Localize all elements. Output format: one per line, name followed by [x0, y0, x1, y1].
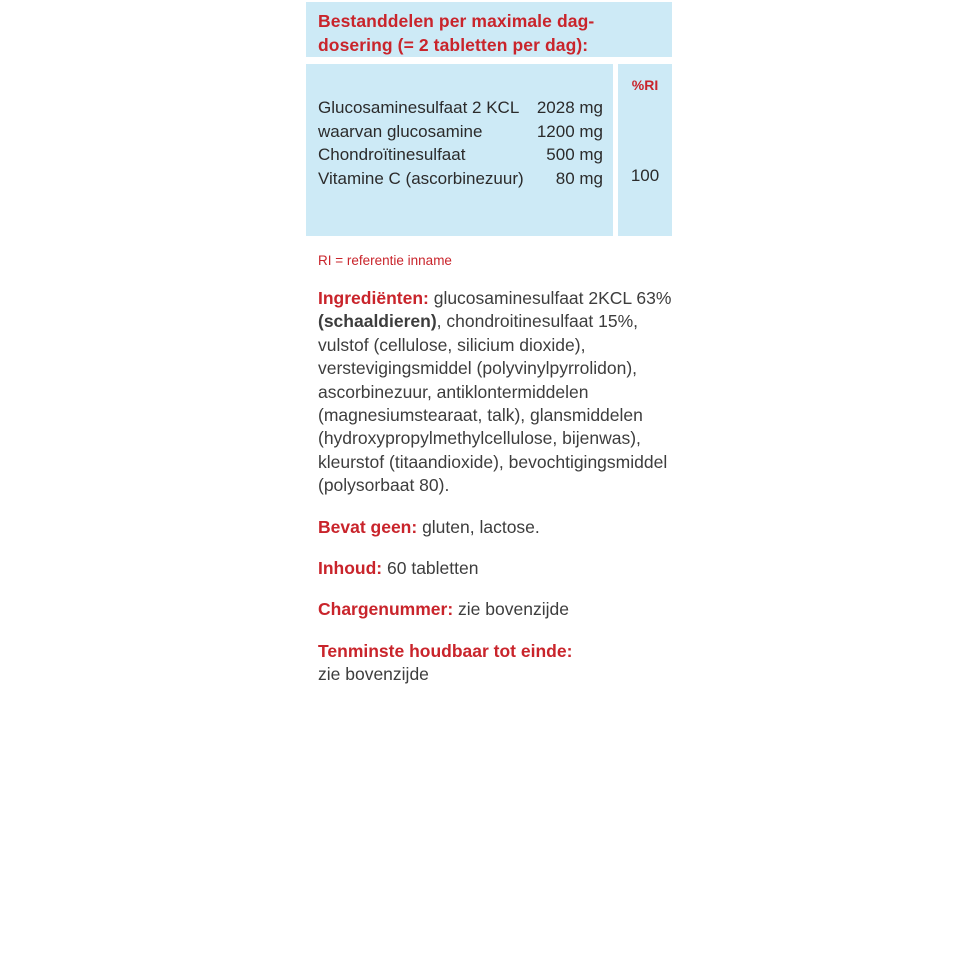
ingredient-name: waarvan glucosamine — [318, 121, 483, 141]
table-row — [318, 96, 603, 120]
ingredient-amount: 500 mg — [546, 145, 603, 164]
batch-paragraph — [318, 598, 678, 621]
expiry-label: Tenminste houdbaar tot einde: — [318, 640, 573, 661]
table-row — [318, 120, 603, 144]
content-label: Inhoud: — [318, 558, 383, 579]
ingredient-amount: 1200 mg — [536, 121, 603, 141]
ingredients-text-1: glucosaminesulfaat 2KCL 63% — [428, 288, 672, 308]
label-body-text — [318, 287, 678, 687]
table-row — [318, 167, 603, 191]
content-value: 60 tabletten — [382, 558, 479, 579]
batch-value: zie bovenzijde — [453, 599, 569, 620]
ingredient-name: Vitamine C (ascorbinezuur) — [318, 168, 524, 188]
expiry-value: zie bovenzijde — [318, 664, 429, 685]
table-row — [318, 143, 603, 167]
ri-footnote: RI = referentie inname — [318, 253, 452, 268]
supplement-label — [306, 2, 674, 687]
ingredient-name: Chondroïtinesulfaat — [318, 145, 466, 164]
ri-column-header: %RI — [631, 77, 659, 93]
composition-table — [306, 64, 672, 236]
ri-value-vitamine-c: 100 — [630, 166, 660, 185]
ri-column — [618, 64, 672, 236]
contains-paragraph — [318, 516, 678, 539]
composition-header-line2: dosering (= 2 tabletten per dag): — [318, 35, 589, 55]
contains-value: gluten, lactose. — [417, 516, 540, 537]
ingredients-label: Ingrediënten: — [318, 288, 429, 308]
ingredient-name: Glucosaminesulfaat 2 KCL — [318, 98, 520, 117]
composition-header-box — [306, 2, 672, 57]
ingredient-amount: 2028 mg — [536, 98, 603, 117]
composition-header-line1: Bestanddelen per maximale dag- — [318, 11, 595, 31]
content-paragraph — [318, 557, 678, 580]
contains-label: Bevat geen: — [318, 516, 418, 537]
batch-label: Chargenummer: — [318, 599, 454, 620]
ingredients-paragraph — [318, 287, 678, 498]
ingredients-text-2: , chondroitinesulfaat 15%, vulstof (cellulose, silicium dioxide), verstevigingsmiddel (polyvinylpyrrolidon), ascorbinezuur, antiklontermiddelen (magnesiumstearaat, talk), glansmiddelen (hydroxypropylmethylcellulose, bijenwas), kleurstof (titaandioxide), bevochtigingsmiddel (polysorbaat 80). — [318, 311, 668, 496]
composition-table-main — [306, 64, 613, 236]
expiry-paragraph — [318, 640, 678, 687]
ingredient-amount: 80 mg — [555, 168, 603, 188]
ingredients-allergen-bold: (schaaldieren) — [318, 311, 437, 332]
